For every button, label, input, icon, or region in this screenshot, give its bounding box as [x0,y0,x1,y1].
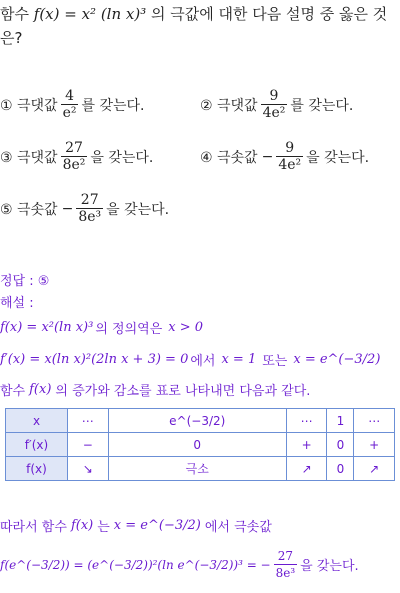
option-4-tail: 을 갖는다. [306,149,370,166]
option-2-fraction: $\frac{9}{\text{4e²}}$ [262,88,286,121]
option-5[interactable] [0,192,169,225]
conclusion-line [0,516,272,535]
option-5-fraction: $\frac{27}{\text{8e³}}$ [78,192,102,225]
derivative-expr: f′(x) = x(ln x)²(2ln x + 3) = 0 [0,352,189,367]
sign-table [5,408,395,481]
table-cell: 0 [108,433,286,457]
final-expression: f(e^(−3/2)) = (e^(−3/2))²(ln e^(−3/2))³ = − [0,557,271,572]
final-fraction: $\frac{27}{\text{8e³}}$ [275,549,296,580]
table-cell: ↗ [286,457,327,481]
table-cell: − [68,433,109,457]
conclusion-post: 에서 극솟값 [204,520,272,535]
table-cell: ⋯ [286,409,327,433]
table-row [6,409,395,433]
table-cell: 0 [327,433,354,457]
table-cell: f′(x) [6,433,68,457]
table-cell: x [6,409,68,433]
derivative-line [0,350,380,369]
option-1[interactable] [0,88,144,121]
question-prefix: 함수 [0,5,29,23]
option-2-tail: 를 갖는다. [290,97,354,114]
question-text [0,2,398,50]
table-cell: 극소 [108,457,286,481]
table-row [6,457,395,481]
option-4-label: ④ 극솟값 [200,149,258,166]
option-2[interactable] [200,88,353,121]
table-cell: ↗ [354,457,395,481]
option-1-fraction: $\frac{4}{\text{e²}}$ [62,88,77,121]
conclusion-fx: f(x) [70,518,94,533]
final-tail: 을 갖는다. [300,559,359,574]
domain-rhs: x > 0 [168,320,204,335]
option-4-sign: − [261,148,274,165]
table-row [6,433,395,457]
option-2-label: ② 극댓값 [200,97,258,114]
solution-heading [0,292,34,311]
domain-lhs: f(x) = x²(ln x)³ [0,320,94,335]
conclusion-mid: 는 [97,520,110,535]
table-cell: + [286,433,327,457]
table-cell: 1 [327,409,354,433]
final-line [0,548,359,581]
option-3-label: ③ 극댓값 [0,149,58,166]
solution-heading-text: 해설 : [0,296,34,311]
table-intro [0,380,310,399]
or-text: 또는 [262,354,288,369]
table-cell: ⋯ [354,409,395,433]
question-suffix: 의 극값에 대한 다음 설명 중 옳은 것은? [0,5,388,47]
question-function: f(x) = x² (ln x)³ [33,5,147,23]
conclusion-x: x = e^(−3/2) [113,518,201,533]
table-intro-pre: 함수 [0,384,26,399]
option-1-label: ① 극댓값 [0,97,58,114]
option-3-fraction: $\frac{27}{\text{8e²}}$ [62,140,86,173]
domain-text: 의 정의역은 [95,322,163,337]
table-cell: ⋯ [68,409,109,433]
answer-line [0,270,49,289]
table-intro-fx: f(x) [29,382,52,397]
table-cell: e^(−3/2) [108,409,286,433]
table-intro-post: 의 증가와 감소를 표로 나타내면 다음과 같다. [55,384,311,399]
conclusion-pre: 따라서 함수 [0,520,67,535]
option-3[interactable] [0,140,153,173]
answer-text: 정답 : ⑤ [0,274,50,289]
table-cell: + [354,433,395,457]
option-4-fraction: $\frac{9}{\text{4e²}}$ [278,140,302,173]
option-1-tail: 를 갖는다. [81,97,145,114]
table-cell: 0 [327,457,354,481]
option-4[interactable] [200,140,369,173]
option-5-label: ⑤ 극솟값 [0,201,58,218]
table-cell: f(x) [6,457,68,481]
critical-point-2: x = e^(−3/2) [293,352,381,367]
domain-line [0,318,203,337]
critical-point-1: x = 1 [221,352,257,367]
option-5-tail: 을 갖는다. [106,201,170,218]
table-cell: ↘ [68,457,109,481]
derivative-text: 에서 [190,354,216,369]
option-5-sign: − [61,200,74,217]
option-3-tail: 을 갖는다. [90,149,154,166]
